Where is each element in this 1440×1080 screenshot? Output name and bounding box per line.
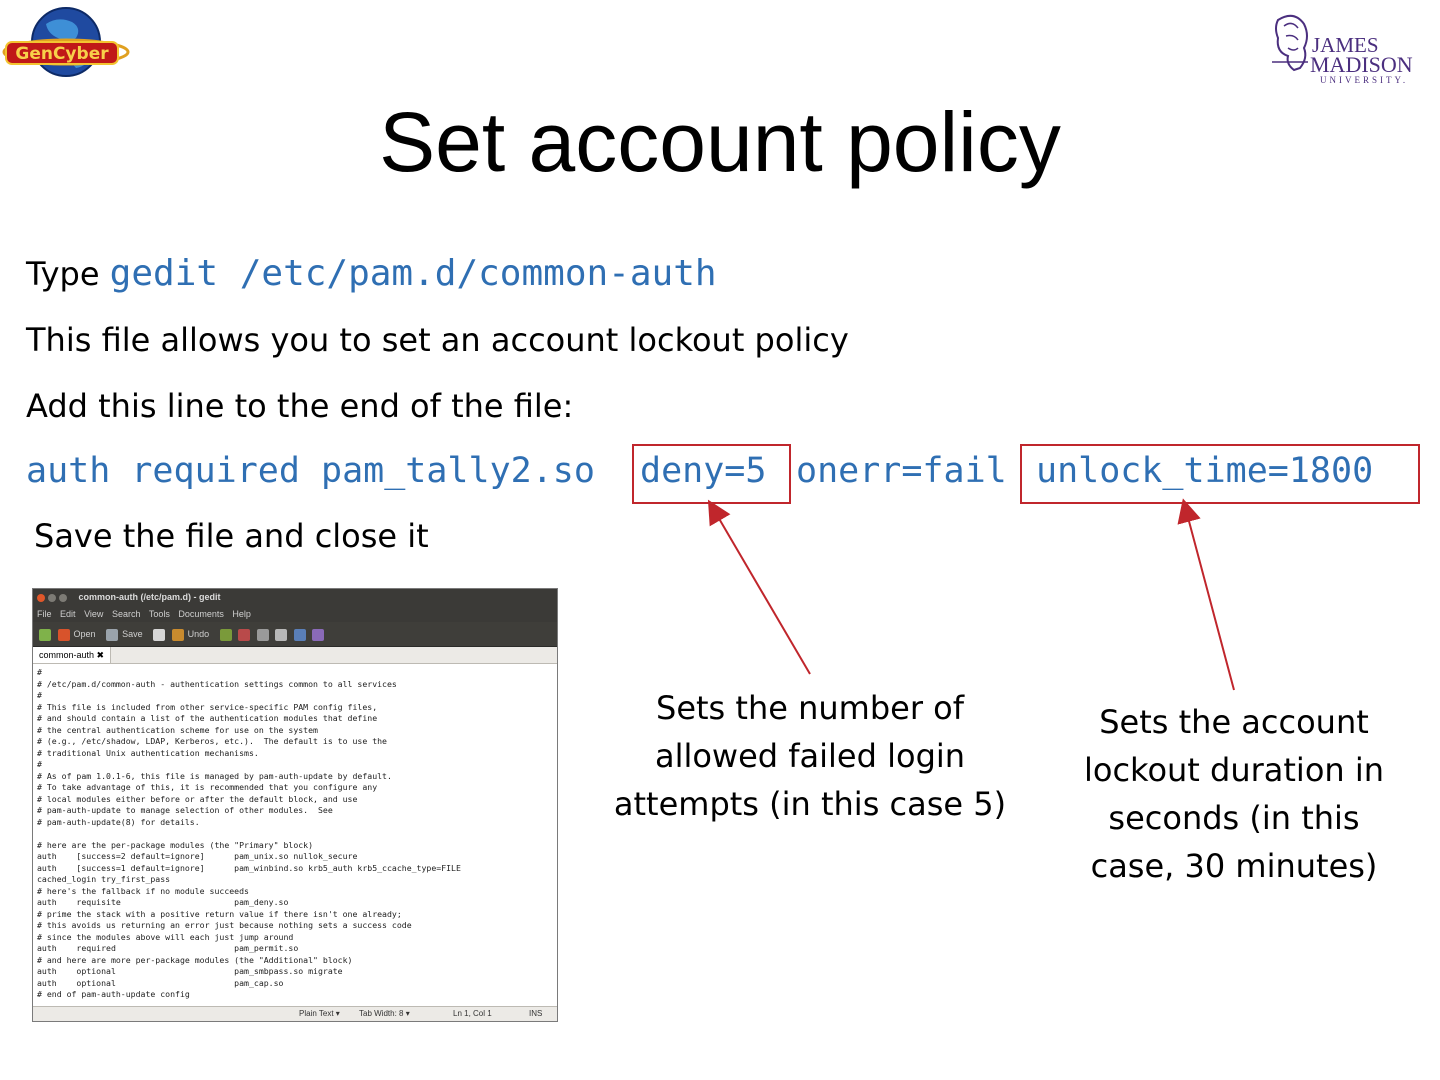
maximize-window-icon[interactable]: [59, 594, 67, 602]
cmd-unlock-time: unlock_time=1800: [1036, 451, 1374, 491]
cmd-onerr: onerr=fail: [796, 451, 1007, 491]
gedit-statusbar: [33, 1006, 557, 1021]
menu-documents[interactable]: Documents: [178, 609, 224, 619]
menu-tools[interactable]: Tools: [148, 609, 170, 619]
new-document-icon[interactable]: [39, 629, 51, 641]
redo-icon[interactable]: [220, 629, 232, 641]
tab-common-auth[interactable]: [33, 647, 111, 663]
tab-width-selector[interactable]: Tab Width: 8 ▾: [359, 1009, 410, 1018]
menu-help[interactable]: Help: [232, 609, 251, 619]
print-icon[interactable]: [153, 629, 165, 641]
gencyber-wordmark: GenCyber: [15, 44, 109, 64]
unlock-caption-line-3: seconds (in this: [1108, 799, 1360, 837]
gedit-tabbar: [33, 647, 557, 664]
insert-mode: INS: [529, 1009, 543, 1018]
unlock-caption-line-1: Sets the account: [1099, 703, 1369, 741]
menu-search[interactable]: Search: [111, 609, 141, 619]
save-icon[interactable]: [106, 629, 118, 641]
gedit-window-title: common-auth (/etc/pam.d) - gedit: [78, 592, 221, 602]
gedit-toolbar: [33, 622, 557, 647]
language-mode-selector[interactable]: Plain Text ▾: [299, 1009, 340, 1018]
minimize-window-icon[interactable]: [48, 594, 56, 602]
unlock-caption-line-4: case, 30 minutes): [1090, 847, 1378, 885]
gedit-window: [32, 588, 558, 1022]
gedit-menubar: [33, 606, 557, 622]
tab-label: common-auth: [39, 650, 95, 660]
slide-title: Set account policy: [379, 95, 1061, 189]
save-button[interactable]: Save: [122, 629, 143, 639]
cursor-position: Ln 1, Col 1: [453, 1009, 492, 1018]
undo-icon[interactable]: [172, 629, 184, 641]
open-button[interactable]: Open: [73, 629, 96, 639]
menu-view[interactable]: View: [84, 609, 104, 619]
cmd-part1: auth required pam_tally2.so: [26, 451, 595, 491]
unlock-caption: [1060, 698, 1408, 890]
undo-button[interactable]: Undo: [187, 629, 210, 639]
copy-icon[interactable]: [257, 629, 269, 641]
find-icon[interactable]: [294, 629, 306, 641]
deny-caption-line-1: Sets the number of: [656, 689, 964, 727]
unlock-caption-line-2: lockout duration in: [1083, 751, 1385, 789]
deny-caption-line-3: attempts (in this case 5): [613, 785, 1007, 823]
cut-icon[interactable]: [238, 629, 250, 641]
close-window-icon[interactable]: [37, 594, 45, 602]
gedit-command: gedit /etc/pam.d/common-auth: [109, 253, 717, 294]
file-description-line: This file allows you to set an account lockout policy: [26, 321, 849, 359]
paste-icon[interactable]: [275, 629, 287, 641]
svg-text:MADISON: MADISON: [1310, 52, 1413, 77]
close-tab-icon[interactable]: ✖: [96, 650, 105, 660]
menu-edit[interactable]: Edit: [60, 609, 76, 619]
replace-icon[interactable]: [312, 629, 324, 641]
open-icon[interactable]: [58, 629, 70, 641]
gedit-text-area[interactable]: # # /etc/pam.d/common-auth - authentication settings common to all services # # This file is included from other service-specific PAM config files, # and should contain a list of the authentication modules that define # the central authentication scheme for use on the system # (e.g., /etc/shadow, LDAP, Kerberos, etc.). The default is to use the # traditional Unix authentication mechanisms. # # As of pam 1.0.1-6, this file is managed by pam-auth-update by default. # To take advantage of this, it is recommended that you configure any # local modules either before or after the default block, and use # pam-auth-update to manage selection of other modules. See # pam-auth-update(8) for details. # here are the per-package modules (the "Primary" block) auth [success=2 default=ignore] pam_unix.so nullok_secure auth [success=1 default=ignore] pam_winbind.so krb5_auth krb5_ccache_type=FILE cached_login try_first_pass # here's the fallback if no module succeeds auth requisite pam_deny.so # prime the stack with a positive return value if there isn't one already; # this avoids us returning an error just because nothing sets a success code # since the modules above will each just jump around auth required pam_permit.so # and here are more per-package modules (the "Additional" block) auth optional pam_smbpass.so migrate auth optional pam_cap.so # end of pam-auth-update config: [37, 667, 461, 999]
svg-text:JAMES: JAMES: [1312, 33, 1379, 57]
deny-caption-line-2: allowed failed login: [654, 737, 966, 775]
deny-arrow: [714, 510, 810, 674]
menu-file[interactable]: File: [37, 609, 52, 619]
add-line-instruction: Add this line to the end of the file:: [26, 387, 574, 425]
type-prefix: Type: [26, 255, 110, 293]
deny-caption: [600, 684, 1020, 828]
unlock-arrow: [1186, 510, 1234, 690]
cmd-deny: deny=5: [640, 451, 767, 491]
svg-text:UNIVERSITY.: UNIVERSITY.: [1320, 75, 1409, 85]
save-close-instruction: Save the file and close it: [34, 517, 429, 555]
gedit-titlebar: [33, 589, 557, 606]
